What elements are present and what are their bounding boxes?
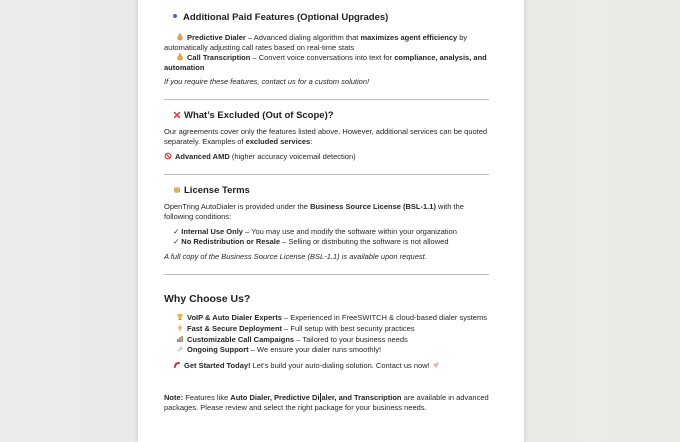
why-item [164,345,489,356]
license-paragraph [164,202,489,222]
text-segment: maximizes agent efficiency [360,33,458,42]
advanced-amd-line [164,152,489,162]
paid-features-heading-row [164,12,489,24]
why-choose-us-heading: Why Choose Us? [164,293,251,305]
call-transcription-paragraph [164,53,489,73]
license-check-line [164,237,489,247]
license-note: A full copy of the Business Source License (BSL-1.1) is available upon request. [164,252,427,261]
text-segment: Call Transcription [187,53,251,62]
text-segment: Features like [183,393,231,403]
text-segment: (higher accuracy voicemail detection) [229,152,356,161]
text-segment: VoIP & Auto Dialer Experts [187,313,282,322]
text-segment: Auto Dialer, Predictive Di [230,393,320,403]
text-segment: Note: [164,393,184,403]
text-segment: by automatically adjusting call rates based on real-time stats [164,33,468,52]
text-segment: Customizable Call Campaigns [187,334,295,344]
check-icon: ✓ [173,227,180,236]
footnote-paragraph [164,393,489,413]
money-bag-icon [176,53,184,61]
blue-bullet-icon [173,14,177,18]
text-segment: Let’s build your auto-dialing solution. Contact us now! [250,361,432,371]
text-segment: – You may use and modify the software within your organization [242,227,457,236]
bar-chart-icon [176,335,184,343]
get-started-line [164,361,489,371]
cross-mark-icon [173,111,181,119]
check-icon: ✓ [173,237,180,246]
text-segment: – Advanced dialing algorithm that [245,33,361,42]
section-divider [164,274,489,275]
text-segment: Our agreements cover only the features listed above. However, additional services can be quoted separately. Examples of [164,127,488,146]
license-conditions [164,227,489,247]
text-segment: : [310,137,313,146]
excluded-heading-row [164,110,489,122]
text-segment: – We ensure your dialer runs smoothly! [248,345,382,355]
section-divider [164,99,489,100]
rocket-icon [432,361,440,369]
why-item [164,335,489,346]
paid-features-heading: Additional Paid Features (Optional Upgrades) [183,12,389,23]
text-segment: – Selling or distributing the software is not allowed [280,237,449,246]
text-segment: Ongoing Support [187,345,249,355]
paid-features-note: If you require these features, contact us for a custom solution! [164,77,370,86]
text-segment: No Redistribution or Resale [181,237,281,246]
document-content [138,0,524,413]
section-divider [164,174,489,175]
text-segment: aler, and Transcription [321,393,402,403]
why-item [164,324,489,335]
lightning-icon [176,324,184,332]
why-choose-us-list [164,313,489,356]
excluded-heading: What’s Excluded (Out of Scope)? [184,110,334,121]
text-segment: Internal Use Only [181,227,243,236]
text-segment: – Convert voice conversations into text for [250,53,395,62]
text-segment: – Tailored to your business needs [294,334,408,344]
document-page[interactable] [137,0,525,442]
phone-icon [173,361,181,369]
text-segment: Get Started Today! [184,361,251,371]
text-segment: are available in advanced packages. Please review and select the right package for your business needs. [164,393,489,413]
text-segment: compliance, analysis, and automation [164,53,487,72]
prohibited-icon [164,152,172,160]
excluded-paragraph [164,127,489,147]
text-segment: Predictive Dialer [187,33,246,42]
license-check-line [164,227,489,237]
text-segment: OpenTring AutoDialer is provided under the [164,202,311,211]
text-segment: – Full setup with best security practices [282,323,415,333]
text-segment: excluded services [245,137,311,146]
why-item [164,313,489,324]
text-segment: Business Source License (BSL-1.1) [310,202,436,211]
scroll-icon [173,186,181,194]
money-bag-icon [176,33,184,41]
license-heading-row [164,185,489,197]
text-segment: with the following conditions: [164,202,464,221]
predictive-dialer-paragraph [164,33,489,53]
license-heading: License Terms [184,185,250,196]
trophy-icon [176,313,184,321]
wrench-icon [176,345,184,353]
text-segment: Fast & Secure Deployment [187,323,283,333]
text-segment: Advanced AMD [175,152,230,161]
text-segment: – Experienced in FreeSWITCH & cloud-based dialer systems [281,313,487,322]
